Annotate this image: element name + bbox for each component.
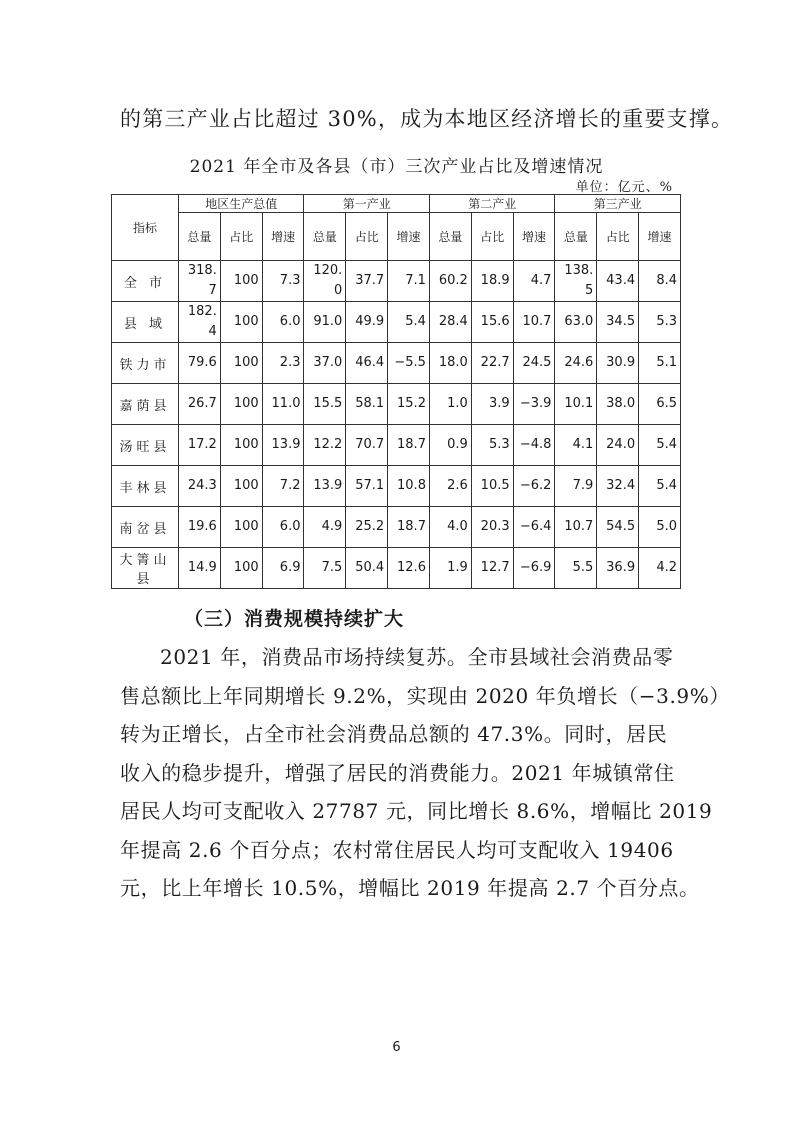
paragraph-line: 元，比上年增长 10.5%，增幅比 2019 年提高 2.7 个百分点。 — [120, 876, 700, 900]
column-header: 增速 — [639, 213, 681, 261]
page-number: 6 — [392, 1040, 401, 1055]
value-cell: 24.6 — [555, 343, 597, 384]
value-cell: −5.5 — [388, 343, 430, 384]
value-cell: 22.7 — [471, 343, 513, 384]
value-cell: −3.9 — [513, 384, 555, 425]
table-row — [112, 507, 681, 548]
value-cell: 6.0 — [262, 302, 304, 343]
value-cell: −6.4 — [513, 507, 555, 548]
value-cell: 37.0 — [304, 343, 346, 384]
value-cell: 14.9 — [179, 548, 221, 589]
value-cell: 5.3 — [639, 302, 681, 343]
value-cell: 318.7 — [179, 261, 221, 302]
value-cell: −6.9 — [513, 548, 555, 589]
table-row — [112, 466, 681, 507]
value-cell: 19.6 — [179, 507, 221, 548]
group-header: 第三产业 — [555, 195, 681, 213]
value-cell: 7.5 — [304, 548, 346, 589]
value-cell: 12.2 — [304, 425, 346, 466]
value-cell: 13.9 — [262, 425, 304, 466]
value-cell: 38.0 — [597, 384, 639, 425]
column-header: 增速 — [388, 213, 430, 261]
value-cell: 18.7 — [388, 425, 430, 466]
table-row — [112, 425, 681, 466]
region-cell: 汤旺县 — [112, 425, 179, 466]
value-cell: 100 — [220, 384, 262, 425]
value-cell: 11.0 — [262, 384, 304, 425]
value-cell: 32.4 — [597, 466, 639, 507]
industry-share-table — [111, 194, 681, 589]
region-cell: 南岔县 — [112, 507, 179, 548]
value-cell: 46.4 — [346, 343, 388, 384]
value-cell: 24.3 — [179, 466, 221, 507]
value-cell: 58.1 — [346, 384, 388, 425]
paragraph-line: 2021 年，消费品市场持续复苏。全市县域社会消费品零 — [160, 645, 674, 669]
value-cell: 15.2 — [388, 384, 430, 425]
value-cell: 7.3 — [262, 261, 304, 302]
column-header: 增速 — [262, 213, 304, 261]
value-cell: 5.5 — [555, 548, 597, 589]
column-header: 总量 — [304, 213, 346, 261]
group-header: 地区生产总值 — [179, 195, 304, 213]
value-cell: 7.2 — [262, 466, 304, 507]
column-header: 总量 — [555, 213, 597, 261]
value-cell: 24.5 — [513, 343, 555, 384]
region-cell: 全 市 — [112, 261, 179, 302]
region-cell: 大箐山县 — [112, 548, 179, 589]
value-cell: 5.3 — [471, 425, 513, 466]
value-cell: 182.4 — [179, 302, 221, 343]
value-cell: 5.4 — [639, 425, 681, 466]
value-cell: 3.9 — [471, 384, 513, 425]
column-header: 总量 — [179, 213, 221, 261]
value-cell: 26.7 — [179, 384, 221, 425]
value-cell: 15.6 — [471, 302, 513, 343]
value-cell: 5.0 — [639, 507, 681, 548]
table-row — [112, 343, 681, 384]
value-cell: 2.6 — [429, 466, 471, 507]
value-cell: −4.8 — [513, 425, 555, 466]
value-cell: 25.2 — [346, 507, 388, 548]
value-cell: 10.1 — [555, 384, 597, 425]
value-cell: 49.9 — [346, 302, 388, 343]
value-cell: 100 — [220, 261, 262, 302]
value-cell: 57.1 — [346, 466, 388, 507]
table-row — [112, 384, 681, 425]
value-cell: 18.0 — [429, 343, 471, 384]
value-cell: 91.0 — [304, 302, 346, 343]
value-cell: −6.2 — [513, 466, 555, 507]
value-cell: 6.0 — [262, 507, 304, 548]
value-cell: 5.4 — [388, 302, 430, 343]
paragraph-line: 年提高 2.6 个百分点；农村常住居民人均可支配收入 19406 — [120, 837, 674, 862]
value-cell: 5.1 — [639, 343, 681, 384]
value-cell: 8.4 — [639, 261, 681, 302]
row-header-cell: 指标 — [112, 195, 179, 261]
value-cell: 28.4 — [429, 302, 471, 343]
value-cell: 36.9 — [597, 548, 639, 589]
value-cell: 18.9 — [471, 261, 513, 302]
value-cell: 18.7 — [388, 507, 430, 548]
value-cell: 100 — [220, 507, 262, 548]
value-cell: 100 — [220, 548, 262, 589]
table-unit: 单位：亿元、% — [575, 180, 673, 195]
value-cell: 10.7 — [513, 302, 555, 343]
table-row — [112, 548, 681, 589]
value-cell: 100 — [220, 343, 262, 384]
column-header: 占比 — [220, 213, 262, 261]
value-cell: 12.6 — [388, 548, 430, 589]
value-cell: 13.9 — [304, 466, 346, 507]
value-cell: 79.6 — [179, 343, 221, 384]
paragraph-line: 收入的稳步提升，增强了居民的消费能力。2021 年城镇常住 — [120, 760, 675, 785]
value-cell: 1.9 — [429, 548, 471, 589]
value-cell: 60.2 — [429, 261, 471, 302]
value-cell: 7.9 — [555, 466, 597, 507]
continued-text-line: 的第三产业占比超过 30%，成为本地区经济增长的重要支撑。 — [120, 107, 734, 131]
value-cell: 4.7 — [513, 261, 555, 302]
column-header: 占比 — [346, 213, 388, 261]
value-cell: 100 — [220, 425, 262, 466]
value-cell: 12.7 — [471, 548, 513, 589]
value-cell: 100 — [220, 466, 262, 507]
region-cell: 嘉荫县 — [112, 384, 179, 425]
value-cell: 138.5 — [555, 261, 597, 302]
column-header: 占比 — [471, 213, 513, 261]
value-cell: 4.0 — [429, 507, 471, 548]
table-title: 2021 年全市及各县（市）三次产业占比及增速情况 — [189, 157, 604, 177]
body-paragraph — [120, 638, 730, 908]
value-cell: 70.7 — [346, 425, 388, 466]
paragraph-line: 居民人均可支配收入 27787 元，同比增长 8.6%，增幅比 2019 — [120, 799, 713, 823]
value-cell: 4.2 — [639, 548, 681, 589]
value-cell: 20.3 — [471, 507, 513, 548]
table-row — [112, 261, 681, 302]
paragraph-line: 售总额比上年同期增长 9.2%，实现由 2020 年负增长（−3.9%） — [120, 683, 730, 708]
region-cell: 铁力市 — [112, 343, 179, 384]
value-cell: 100 — [220, 302, 262, 343]
value-cell: 4.9 — [304, 507, 346, 548]
table-row — [112, 302, 681, 343]
value-cell: 10.8 — [388, 466, 430, 507]
region-cell: 丰林县 — [112, 466, 179, 507]
value-cell: 30.9 — [597, 343, 639, 384]
value-cell: 7.1 — [388, 261, 430, 302]
value-cell: 54.5 — [597, 507, 639, 548]
column-header: 占比 — [597, 213, 639, 261]
value-cell: 0.9 — [429, 425, 471, 466]
value-cell: 10.7 — [555, 507, 597, 548]
value-cell: 2.3 — [262, 343, 304, 384]
value-cell: 63.0 — [555, 302, 597, 343]
value-cell: 1.0 — [429, 384, 471, 425]
value-cell: 10.5 — [471, 466, 513, 507]
value-cell: 50.4 — [346, 548, 388, 589]
column-header: 总量 — [429, 213, 471, 261]
group-header: 第一产业 — [304, 195, 429, 213]
region-cell: 县 域 — [112, 302, 179, 343]
value-cell: 24.0 — [597, 425, 639, 466]
value-cell: 37.7 — [346, 261, 388, 302]
paragraph-line: 转为正增长，占全市社会消费品总额的 47.3%。同时，居民 — [120, 722, 668, 746]
value-cell: 34.5 — [597, 302, 639, 343]
value-cell: 17.2 — [179, 425, 221, 466]
value-cell: 43.4 — [597, 261, 639, 302]
group-header: 第二产业 — [429, 195, 554, 213]
value-cell: 15.5 — [304, 384, 346, 425]
value-cell: 4.1 — [555, 425, 597, 466]
column-header: 增速 — [513, 213, 555, 261]
value-cell: 6.5 — [639, 384, 681, 425]
value-cell: 5.4 — [639, 466, 681, 507]
value-cell: 6.9 — [262, 548, 304, 589]
value-cell: 120.0 — [304, 261, 346, 302]
section-heading: （三）消费规模持续扩大 — [184, 608, 405, 630]
